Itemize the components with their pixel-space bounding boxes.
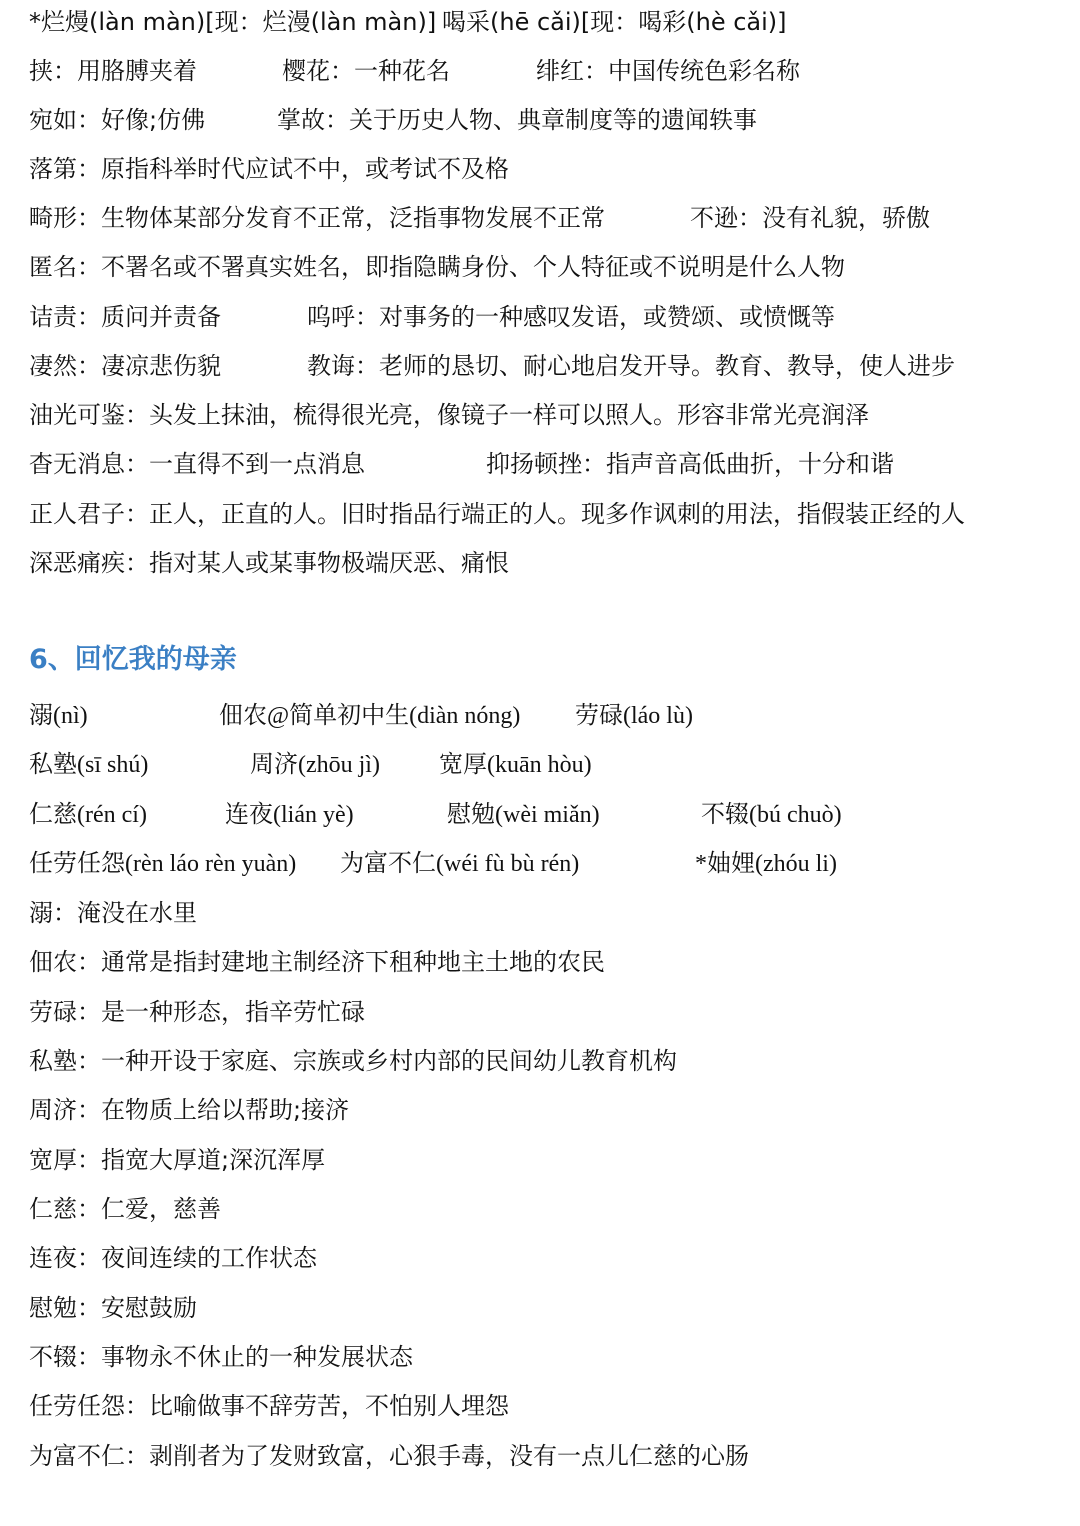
- definition-line: 溺：淹没在水里: [29, 899, 197, 927]
- section-heading: 6、回忆我的母亲: [29, 644, 237, 675]
- vocab-entry: 宛如：好像;仿佛: [29, 106, 206, 134]
- definition-line: 为富不仁：剥削者为了发财致富，心狠手毒，没有一点儿仁慈的心肠: [29, 1442, 749, 1470]
- pinyin-entry: 佃农@简单初中生(diàn nóng): [219, 703, 521, 729]
- pinyin-entry: 溺(nì): [29, 703, 88, 729]
- definition-line: 仁慈：仁爱，慈善: [29, 1195, 221, 1223]
- pinyin-entry: 为富不仁(wéi fù bù rén): [340, 851, 580, 877]
- vocab-entry: 诘责：质问并责备: [29, 303, 221, 331]
- definition-line: 劳碌：是一种形态，指辛劳忙碌: [29, 998, 365, 1026]
- definition-line: 宽厚：指宽大厚道;深沉浑厚: [29, 1146, 326, 1174]
- vocab-entry: 樱花：一种花名: [282, 57, 450, 85]
- definition-line: 连夜：夜间连续的工作状态: [29, 1244, 317, 1272]
- vocab-entry: 深恶痛疾：指对某人或某事物极端厌恶、痛恨: [29, 549, 509, 577]
- pinyin-entry: 仁慈(rén cí): [29, 802, 147, 828]
- vocab-entry: 凄然：凄凉悲伤貌: [29, 352, 221, 380]
- definition-line: 任劳任怨：比喻做事不辞劳苦，不怕别人埋怨: [29, 1392, 509, 1420]
- definition-line: 慰勉：安慰鼓励: [29, 1294, 197, 1322]
- pinyin-entry: 周济(zhōu jì): [250, 752, 380, 778]
- vocab-entry: 不逊：没有礼貌，骄傲: [690, 204, 930, 232]
- vocab-entry: 落第：原指科举时代应试不中，或考试不及格: [29, 155, 509, 183]
- vocab-entry: *烂熳(làn màn)[现：烂漫(làn màn)]: [29, 8, 437, 36]
- vocab-entry: 抑扬顿挫：指声音高低曲折，十分和谐: [486, 450, 894, 478]
- vocab-entry: 畸形：生物体某部分发育不正常，泛指事物发展不正常: [29, 204, 605, 232]
- pinyin-entry: 连夜(lián yè): [225, 802, 354, 828]
- definition-line: 私塾：一种开设于家庭、宗族或乡村内部的民间幼儿教育机构: [29, 1047, 677, 1075]
- vocab-entry: 挟：用胳膊夹着: [29, 57, 197, 85]
- pinyin-entry: 私塾(sī shú): [29, 752, 149, 778]
- vocab-entry: 掌故：关于历史人物、典章制度等的遗闻轶事: [277, 106, 757, 134]
- pinyin-entry: 任劳任怨(rèn láo rèn yuàn): [29, 851, 297, 877]
- vocab-entry: 喝采(hē cǎi)[现：喝彩(hè cǎi)]: [442, 8, 787, 36]
- pinyin-entry: 慰勉(wèi miǎn): [447, 802, 600, 828]
- pinyin-entry: *妯娌(zhóu li): [695, 851, 837, 877]
- vocab-entry: 匿名：不署名或不署真实姓名，即指隐瞒身份、个人特征或不说明是什么人物: [29, 253, 845, 281]
- vocab-entry: 油光可鉴：头发上抹油，梳得很光亮，像镜子一样可以照人。形容非常光亮润泽: [29, 401, 869, 429]
- pinyin-entry: 劳碌(láo lù): [575, 703, 693, 729]
- definition-line: 佃农：通常是指封建地主制经济下租种地主土地的农民: [29, 948, 605, 976]
- definition-line: 不辍：事物永不休止的一种发展状态: [29, 1343, 413, 1371]
- definition-line: 周济：在物质上给以帮助;接济: [29, 1096, 350, 1124]
- pinyin-entry: 宽厚(kuān hòu): [439, 752, 592, 778]
- vocab-entry: 正人君子：正人，正直的人。旧时指品行端正的人。现多作讽刺的用法，指假装正经的人: [29, 500, 965, 528]
- vocab-entry: 杳无消息：一直得不到一点消息: [29, 450, 365, 478]
- vocab-entry: 教诲：老师的恳切、耐心地启发开导。教育、教导，使人进步: [307, 352, 955, 380]
- vocab-entry: 绯红：中国传统色彩名称: [536, 57, 800, 85]
- pinyin-entry: 不辍(bú chuò): [701, 802, 842, 828]
- vocab-entry: 呜呼：对事务的一种感叹发语，或赞颂、或愤慨等: [307, 303, 835, 331]
